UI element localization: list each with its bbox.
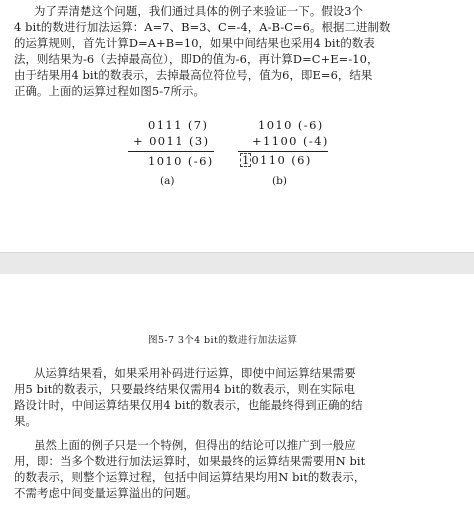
text-line: 由于结果用4 bit的数表示，去掉最高位符位号，值为6，即E=6，结果: [14, 68, 373, 82]
text-line: 虽然上面的例子只是一个特例，但得出的结论可以推广到一般应: [34, 438, 356, 452]
page-bottom: [0, 274, 474, 506]
text-line: 不需考虑中间变量运算溢出的问题。: [14, 486, 198, 500]
overflow-bit: 1: [242, 153, 250, 167]
text-line: 用5 bit的数表示，只要最终结果仅需用4 bit的数表示，则在实际电: [14, 382, 356, 396]
figure-b-label: (b): [272, 175, 287, 187]
figure-a-label: (a): [160, 175, 175, 187]
figure-a-operand-1: 0111 (7): [148, 118, 209, 132]
page-top: [0, 0, 474, 252]
figure-a-result: 1010 (-6): [148, 154, 214, 168]
text-line: 从运算结果看，如果采用补码进行运算，即使中间运算结果需要: [34, 366, 356, 380]
figure-b-operand-1: 1010 (-6): [258, 118, 324, 132]
figure-b-operand-2: +1100 (-4): [252, 134, 329, 148]
text-line: 4 bit的数进行加法运算：A=7、B=3、C=-4，A-B-C=6。根据二进制数: [14, 20, 391, 34]
text-line: 的运算规则，首先计算D=A+B=10，如果中间结果也采用4 bit的数表: [14, 36, 375, 50]
figure-b-result-value: (6): [291, 153, 312, 167]
figure-a-sum-rule: [128, 151, 214, 152]
figure-b-result-bits: 0110: [251, 153, 287, 167]
figure-b-result: [240, 153, 312, 167]
text-line: 的数表示，则整个运算过程，包括中间运算结果均用N bit的数表示，: [14, 470, 366, 484]
figure-a-operand-2: + 0011 (3): [133, 134, 210, 148]
figure-caption: 图5-7 3个4 bit的数进行加法运算: [148, 335, 298, 346]
text-line: 为了弄清楚这个问题，我们通过具体的例子来验证一下。假设3个: [34, 4, 364, 18]
text-line: 法，则结果为-6（去掉最高位），即D的值为-6，再计算D=C+E=-10，: [14, 52, 379, 66]
text-line: 路设计时，中间运算结果仅用4 bit的数表示，也能最终得到正确的结: [14, 398, 363, 412]
text-line: 果。: [14, 414, 37, 428]
text-line: 正确。上面的运算过程如图5-7所示。: [14, 84, 206, 98]
page-break: [0, 252, 474, 276]
figure-b-sum-rule: [238, 151, 328, 152]
text-line: 用，即：当多个数进行加法运算时，如果最终的运算结果需要用N bit: [14, 454, 366, 468]
